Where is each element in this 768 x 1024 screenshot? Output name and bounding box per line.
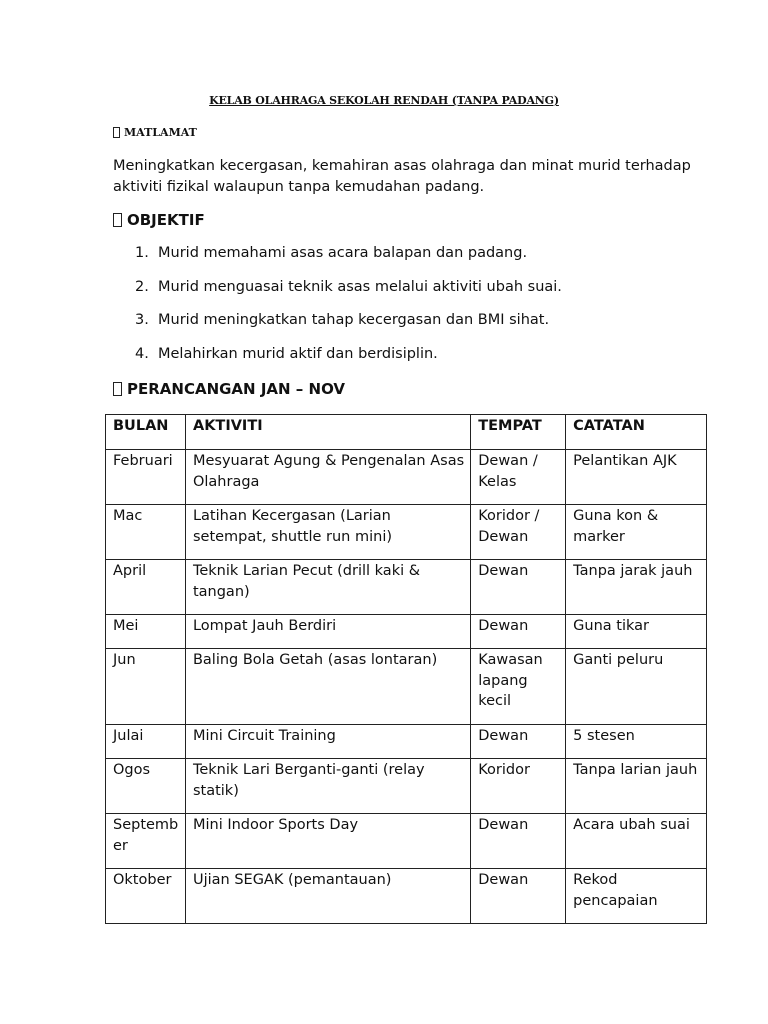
cell-aktiviti: Latihan Kecergasan (Larian setempat, shuttle run mini) bbox=[185, 505, 470, 560]
matlamat-heading-label: MATLAMAT bbox=[124, 126, 197, 139]
activity-plan-table bbox=[105, 414, 707, 924]
cell-catatan: 5 stesen bbox=[566, 725, 707, 759]
cell-catatan: Tanpa larian jauh bbox=[566, 759, 707, 814]
missing-glyph-icon bbox=[113, 127, 120, 138]
matlamat-heading bbox=[113, 126, 197, 139]
cell-bulan: September bbox=[106, 814, 186, 869]
cell-tempat: Dewan bbox=[471, 560, 566, 615]
objektif-heading-label: OBJEKTIF bbox=[127, 211, 205, 229]
objective-text: Murid memahami asas acara balapan dan padang. bbox=[158, 245, 528, 261]
cell-bulan: April bbox=[106, 560, 186, 615]
cell-aktiviti: Baling Bola Getah (asas lontaran) bbox=[185, 649, 470, 725]
perancangan-heading bbox=[113, 380, 345, 398]
objective-text: Murid meningkatkan tahap kecergasan dan BMI sihat. bbox=[158, 312, 550, 328]
cell-tempat: Dewan bbox=[471, 615, 566, 649]
table-row bbox=[106, 649, 707, 725]
objective-item bbox=[135, 245, 527, 261]
column-header-bulan: BULAN bbox=[106, 415, 186, 450]
cell-catatan: Acara ubah suai bbox=[566, 814, 707, 869]
cell-aktiviti: Mesyuarat Agung & Pengenalan Asas Olahraga bbox=[185, 450, 470, 505]
cell-catatan: Guna kon & marker bbox=[566, 505, 707, 560]
cell-bulan: Oktober bbox=[106, 869, 186, 924]
cell-aktiviti: Mini Indoor Sports Day bbox=[185, 814, 470, 869]
table-row bbox=[106, 450, 707, 505]
cell-bulan: Jun bbox=[106, 649, 186, 725]
cell-aktiviti: Mini Circuit Training bbox=[185, 725, 470, 759]
cell-catatan: Pelantikan AJK bbox=[566, 450, 707, 505]
matlamat-text: Meningkatkan kecergasan, kemahiran asas olahraga dan minat murid terhadap aktiviti fizikal walaupun tanpa kemudahan padang. bbox=[113, 158, 691, 195]
cell-bulan: Julai bbox=[106, 725, 186, 759]
table-row bbox=[106, 869, 707, 924]
table-row bbox=[106, 615, 707, 649]
objective-number: 1. bbox=[135, 245, 149, 261]
cell-catatan: Rekod pencapaian bbox=[566, 869, 707, 924]
document-title: KELAB OLAHRAGA SEKOLAH RENDAH (TANPA PADANG) bbox=[209, 94, 559, 107]
objective-item bbox=[135, 312, 549, 328]
cell-tempat: Koridor / Dewan bbox=[471, 505, 566, 560]
cell-bulan: Ogos bbox=[106, 759, 186, 814]
objektif-heading bbox=[113, 211, 205, 229]
objective-number: 3. bbox=[135, 312, 149, 328]
table-row bbox=[106, 505, 707, 560]
cell-tempat: Dewan bbox=[471, 814, 566, 869]
column-header-catatan: CATATAN bbox=[566, 415, 707, 450]
objective-text: Melahirkan murid aktif dan berdisiplin. bbox=[158, 346, 438, 362]
cell-tempat: Koridor bbox=[471, 759, 566, 814]
table-row bbox=[106, 725, 707, 759]
table-row bbox=[106, 560, 707, 615]
table-row bbox=[106, 759, 707, 814]
missing-glyph-icon bbox=[113, 382, 122, 396]
cell-catatan: Tanpa jarak jauh bbox=[566, 560, 707, 615]
table-header-row bbox=[106, 415, 707, 450]
cell-aktiviti: Teknik Lari Berganti-ganti (relay statik) bbox=[185, 759, 470, 814]
cell-catatan: Guna tikar bbox=[566, 615, 707, 649]
missing-glyph-icon bbox=[113, 213, 122, 227]
perancangan-heading-label: PERANCANGAN JAN – NOV bbox=[127, 380, 346, 398]
cell-aktiviti: Lompat Jauh Berdiri bbox=[185, 615, 470, 649]
cell-tempat: Dewan bbox=[471, 725, 566, 759]
column-header-tempat: TEMPAT bbox=[471, 415, 566, 450]
cell-bulan: Mei bbox=[106, 615, 186, 649]
objective-number: 4. bbox=[135, 346, 149, 362]
cell-tempat: Kawasan lapang kecil bbox=[471, 649, 566, 725]
table-row bbox=[106, 814, 707, 869]
cell-bulan: Februari bbox=[106, 450, 186, 505]
objective-text: Murid menguasai teknik asas melalui aktiviti ubah suai. bbox=[158, 279, 562, 295]
objective-item bbox=[135, 346, 438, 362]
objective-item bbox=[135, 279, 562, 295]
cell-tempat: Dewan bbox=[471, 869, 566, 924]
column-header-aktiviti: AKTIVITI bbox=[185, 415, 470, 450]
cell-bulan: Mac bbox=[106, 505, 186, 560]
cell-catatan: Ganti peluru bbox=[566, 649, 707, 725]
cell-aktiviti: Ujian SEGAK (pemantauan) bbox=[185, 869, 470, 924]
cell-aktiviti: Teknik Larian Pecut (drill kaki & tangan) bbox=[185, 560, 470, 615]
objective-number: 2. bbox=[135, 279, 149, 295]
cell-tempat: Dewan / Kelas bbox=[471, 450, 566, 505]
